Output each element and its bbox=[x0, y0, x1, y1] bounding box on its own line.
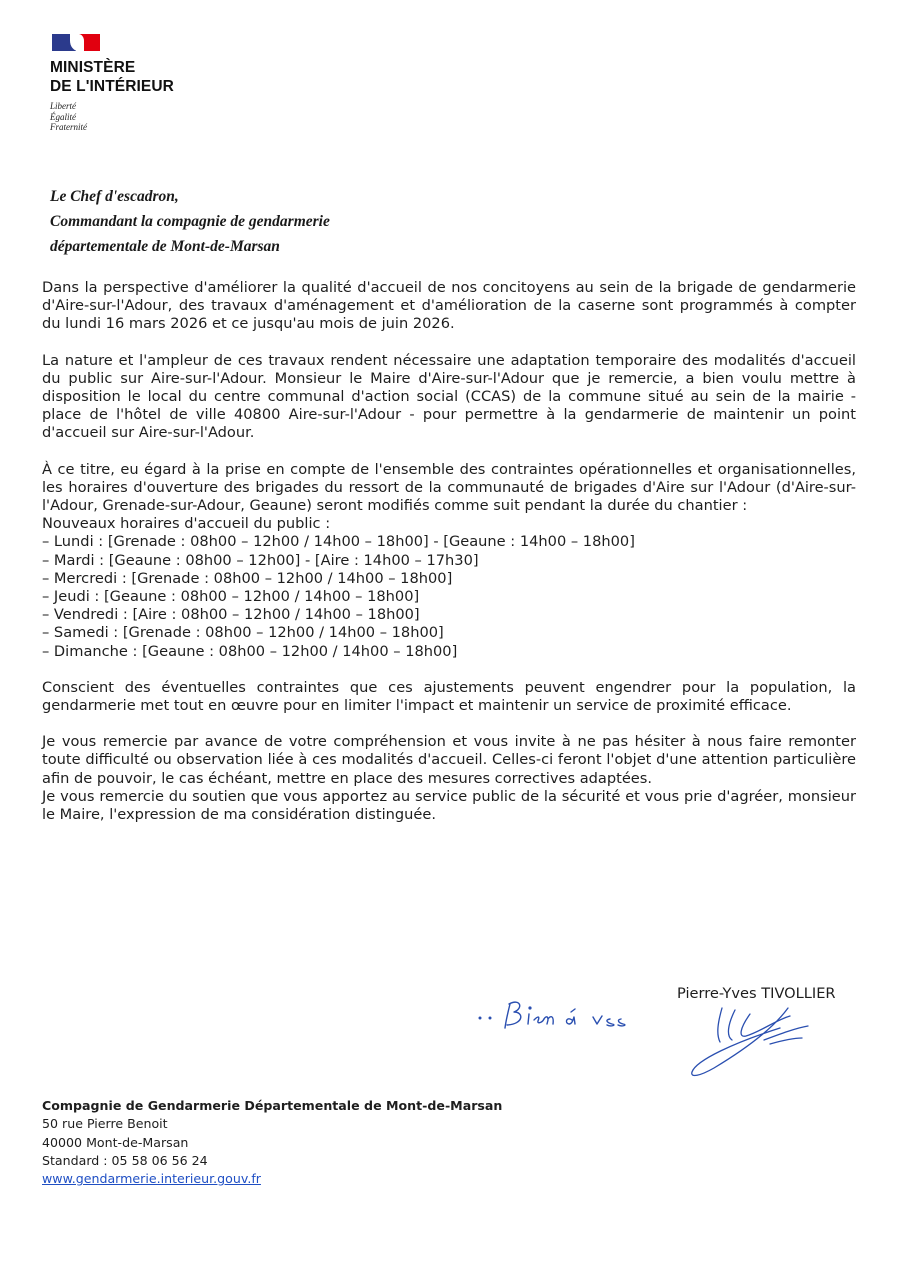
footer-phone: Standard : 05 58 06 56 24 bbox=[42, 1152, 208, 1168]
footer-street: 50 rue Pierre Benoit bbox=[42, 1116, 168, 1132]
sender-line2: Commandant la compagnie de gendarmerie bbox=[50, 213, 330, 230]
signature-icon bbox=[680, 998, 820, 1082]
republic-marianne-flag-icon bbox=[52, 34, 100, 51]
footer-org: Compagnie de Gendarmerie Départementale de Mont-de-Marsan bbox=[42, 1098, 503, 1113]
ministry-name-line2: DE L'INTÉRIEUR bbox=[50, 78, 174, 95]
signer-name: Pierre-Yves TIVOLLIER bbox=[677, 985, 836, 1002]
paragraph-opening-hours-intro: À ce titre, eu égard à la prise en compte de l'ensemble des contraintes opérationnelles et organisationnelles, les horaires d'ouverture des brigades du ressort de la communauté de brigades d'Aire sur l'Adour (d'Aire-sur-l'Adour, Grenade-sur-Adour, Geaune) seront modifiés comme suit pendant la durée du chantier : bbox=[42, 460, 856, 515]
schedule-title: Nouveaux horaires d'accueil du public : bbox=[42, 515, 331, 533]
footer-address bbox=[42, 1097, 502, 1188]
sender-line1: Le Chef d'escadron, bbox=[50, 188, 179, 205]
paragraph-thanks: Je vous remercie par avance de votre compréhension et vous invite à ne pas hésiter à nous faire remonter toute difficulté ou observation liée à ces modalités d'accueil. Celles-ci feront l'objet d'une attention particulière afin de pouvoir, le cas échéant, mettre en place des mesures correctives adaptées. bbox=[42, 733, 856, 787]
paragraph-works-announcement: Dans la perspective d'améliorer la qualité d'accueil de nos concitoyens au sein de la brigade de gendarmerie d'Aire-sur-l'Adour, des travaux d'aménagement et d'amélioration de la caserne sont programmés à compter du lundi 16 mars 2026 et ce jusqu'au mois de juin 2026. bbox=[42, 279, 856, 333]
schedule-sunday: – Dimanche : [Geaune : 08h00 – 12h00 / 14h00 – 18h00] bbox=[42, 642, 458, 660]
letter-body bbox=[42, 279, 856, 824]
ministry-name-line1: MINISTÈRE bbox=[50, 59, 136, 76]
schedule-thursday: – Jeudi : [Geaune : 08h00 – 12h00 / 14h00 – 18h00] bbox=[42, 588, 420, 606]
ministry-logo bbox=[50, 34, 270, 133]
republic-motto bbox=[50, 101, 270, 133]
paragraph-temporary-reception: La nature et l'ampleur de ces travaux rendent nécessaire une adaptation temporaire des modalités d'accueil du public sur Aire-sur-l'Adour. Monsieur le Maire d'Aire-sur-l'Adour que je remercie, a bien voulu mettre à disposition le local du centre communal d'action social (CCAS) de la commune situé au sein de la mairie - place de l'hôtel de ville 40800 Aire-sur-l'Adour - pour permettre à la gendarmerie de maintenir un point d'accueil sur Aire-sur-l'Adour. bbox=[42, 351, 856, 442]
schedule-monday: – Lundi : [Grenade : 08h00 – 12h00 / 14h00 – 18h00] - [Geaune : 14h00 – 18h00] bbox=[42, 533, 635, 551]
sender-heading bbox=[50, 184, 330, 259]
ministry-name bbox=[50, 58, 270, 96]
motto-fraternite: Fraternité bbox=[50, 122, 87, 132]
sender-line3: départementale de Mont-de-Marsan bbox=[50, 238, 280, 255]
schedule-friday: – Vendredi : [Aire : 08h00 – 12h00 / 14h00 – 18h00] bbox=[42, 606, 420, 624]
footer-city: 40000 Mont-de-Marsan bbox=[42, 1134, 189, 1150]
schedule-wednesday: – Mercredi : [Grenade : 08h00 – 12h00 / 14h00 – 18h00] bbox=[42, 569, 453, 587]
motto-egalite: Égalité bbox=[50, 111, 76, 122]
schedule-saturday: – Samedi : [Grenade : 08h00 – 12h00 / 14h00 – 18h00] bbox=[42, 624, 444, 642]
schedule-tuesday: – Mardi : [Geaune : 08h00 – 12h00] - [Aire : 14h00 – 17h30] bbox=[42, 551, 479, 569]
motto-liberte: Liberté bbox=[50, 101, 76, 111]
handwritten-note bbox=[476, 990, 654, 1032]
footer-website-link[interactable]: www.gendarmerie.interieur.gouv.fr bbox=[42, 1171, 261, 1187]
paragraph-closing: Je vous remercie du soutien que vous apportez au service public de la sécurité et vous prie d'agréer, monsieur le Maire, l'expression de ma considération distinguée. bbox=[42, 787, 856, 824]
paragraph-constraints: Conscient des éventuelles contraintes que ces ajustements peuvent engendrer pour la population, la gendarmerie met tout en œuvre pour en limiter l'impact et maintenir un service de proximité efficace. bbox=[42, 678, 856, 715]
